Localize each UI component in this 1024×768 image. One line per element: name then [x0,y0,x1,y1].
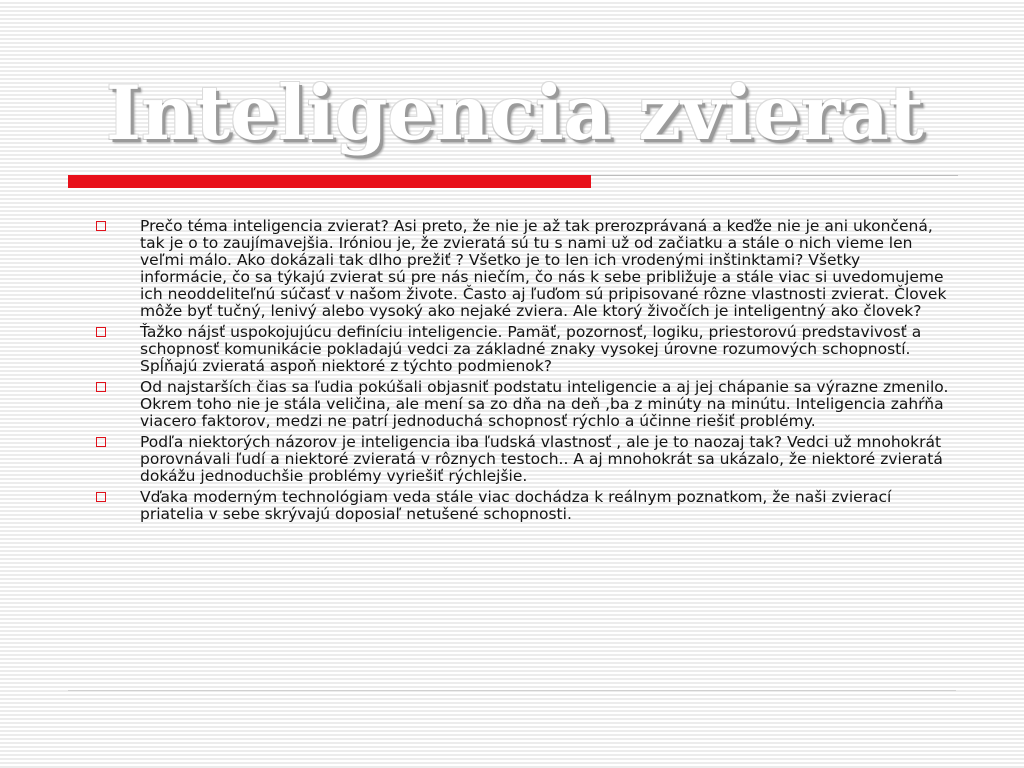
bullet-text: Prečo téma inteligencia zvierat? Asi preto, že nie je až tak prerozprávaná a keďže nie je ani ukončená, tak je o to zaujímavejšia. Iróniou je, že zvieratá sú tu s nami už od začiatku a stále o nich vieme len veľmi málo. Ako dokázali tak dlho prežiť ? Všetko je to len ich vrodenými inštinktami? Všetky informácie, čo sa týkajú zvierat sú pre nás niečím, čo nás k sebe približuje a stále viac si uvedomujeme ich neoddeliteľnú súčasť v našom živote. Často aj ľuďom sú pripisované rôzne vlastnosti zvierat. Človek môže byť tučný, lenivý alebo vysoký ako nejaké zviera. Ale ktorý živočích je inteligentný ako človek? [140,217,947,320]
bullet-item [92,489,952,523]
hollow-square-bullet-icon [96,327,106,337]
bullet-text: Ťažko nájsť uspokojujúcu definíciu inteligencie. Pamäť, pozornosť, logiku, priestorovú predstavivosť a schopnosť komunikácie pokladajú vedci za základné znaky vysokej úrovne rozumových schopností. Spĺňajú zvieratá aspoň niektoré z týchto podmienok? [140,323,922,375]
bullet-item [92,434,952,485]
bullet-text: Podľa niektorých názorov je inteligencia iba ľudská vlastnosť , ale je to naozaj tak? Vedci už mnohokrát porovnávali ľudí a niektoré zvieratá v rôznych testoch.. A aj mnohokrát sa ukázalo, že niektoré zvieratá dokážu jednoduchšie problémy vyriešiť rýchlejšie. [140,433,943,485]
title-underline [68,175,958,188]
bullet-list [92,218,952,527]
hollow-square-bullet-icon [96,437,106,447]
bullet-item [92,379,952,430]
footer-divider-line [68,690,956,691]
bullet-text: Od najstarších čias sa ľudia pokúšali objasniť podstatu inteligencie a aj jej chápanie sa výrazne zmenilo. Okrem toho nie je stála veličina, ale mení sa zo dňa na deň ,ba z minúty na minútu. Inteligencia zahŕňa viacero faktorov, medzi ne patrí jednoduchá schopnosť rýchlo a účinne riešiť problémy. [140,378,949,430]
bullet-item [92,324,952,375]
hollow-square-bullet-icon [96,492,106,502]
bullet-item [92,218,952,320]
title-accent-bar [68,175,591,188]
bullet-text: Vďaka moderným technológiam veda stále viac dochádza k reálnym poznatkom, že naši zvierací priatelia v sebe skrývajú doposiaľ netušené schopnosti. [140,488,892,523]
hollow-square-bullet-icon [96,382,106,392]
hollow-square-bullet-icon [96,221,106,231]
title-divider-line [591,175,958,176]
slide-title: Inteligencia zvierat [106,69,924,157]
